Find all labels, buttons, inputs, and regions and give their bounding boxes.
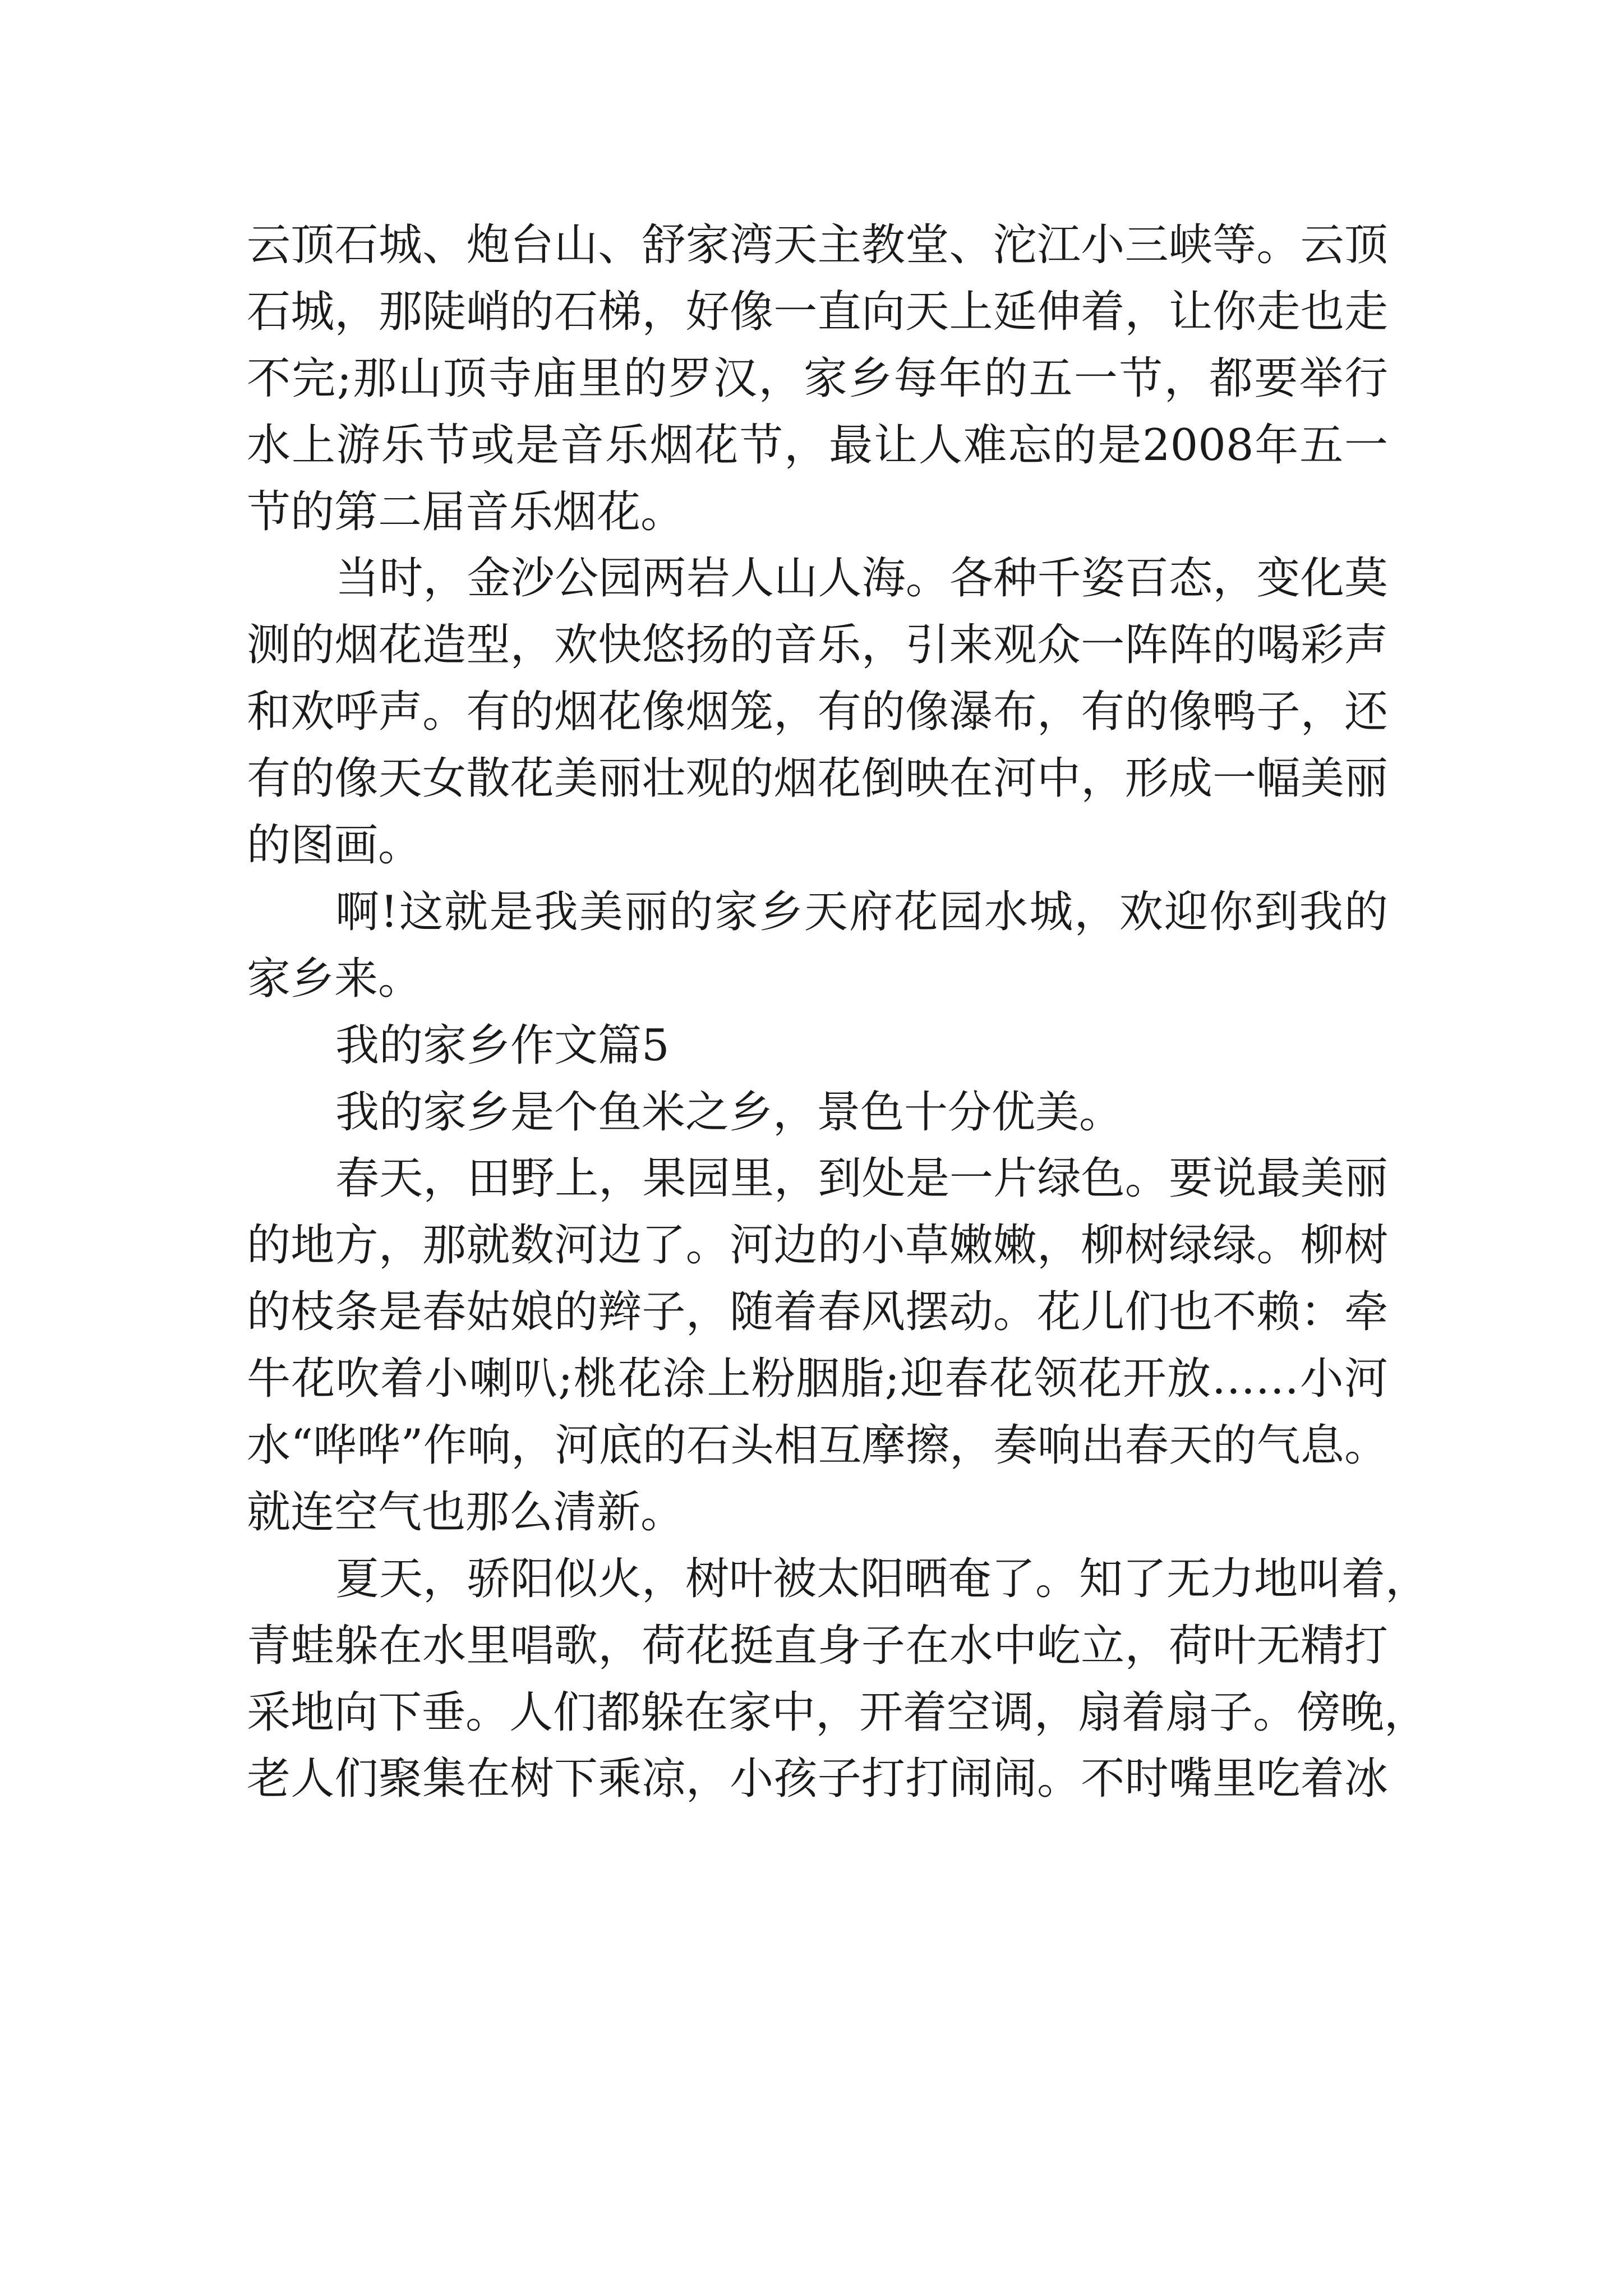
text-line: 我的家乡是个鱼米之乡，景色十分优美。 [335,1087,1123,1138]
text-line: 石城，那陡峭的石梯，好像一直向天上延伸着，让你走也走 [247,286,1388,337]
text-line: 云顶石城、炮台山、舒家湾天主教堂、沱江小三峡等。云顶 [247,220,1388,270]
text-line: 夏天，骄阳似火，树叶被太阳晒奄了。知了无力地叫着， [335,1553,1430,1604]
text-line: 家乡来。 [247,953,422,1004]
text-line: 老人们聚集在树下乘凉，小孩子打打闹闹。不时嘴里吃着冰 [247,1754,1388,1805]
text-line: 有的像天女散花美丽壮观的烟花倒映在河中，形成一幅美丽 [247,753,1388,804]
text-line: 节的第二届音乐烟花。 [247,486,685,537]
text-line: 牛花吹着小喇叭;桃花涂上粉胭脂;迎春花领花开放……小河 [247,1354,1388,1405]
text-line: 就连空气也那么清新。 [247,1487,685,1538]
text-line: 水“哗哗”作响，河底的石头相互摩擦，奏响出春天的气息。 [247,1420,1388,1471]
text-line: 采地向下垂。人们都躲在家中，开着空调，扇着扇子。傍晚， [247,1687,1428,1738]
text-line: 当时，金沙公园两岩人山人海。各种千姿百态，变化莫 [335,553,1388,604]
text-line: 水上游乐节或是音乐烟花节，最让人难忘的是2008年五一 [247,420,1388,471]
text-line: 春天，田野上，果园里，到处是一片绿色。要说最美丽 [335,1153,1388,1204]
document-body [247,212,1430,1812]
section-heading: 我的家乡作文篇5 [335,1020,670,1071]
text-line: 不完;那山顶寺庙里的罗汉，家乡每年的五一节，都要举行 [247,353,1388,404]
text-line: 和欢呼声。有的烟花像烟笼，有的像瀑布，有的像鸭子，还 [247,687,1388,738]
text-line: 的地方，那就数河边了。河边的小草嫩嫩，柳树绿绿。柳树 [247,1220,1388,1271]
text-line: 测的烟花造型，欢快悠扬的音乐，引来观众一阵阵的喝彩声 [247,620,1388,671]
text-line: 青蛙躲在水里唱歌，荷花挺直身子在水中屹立，荷叶无精打 [247,1620,1388,1671]
text-line: 啊!这就是我美丽的家乡天府花园水城，欢迎你到我的 [335,886,1388,937]
text-line: 的枝条是春姑娘的辫子，随着春风摆动。花儿们也不赖：牵 [247,1287,1388,1338]
text-line: 的图画。 [247,820,422,871]
